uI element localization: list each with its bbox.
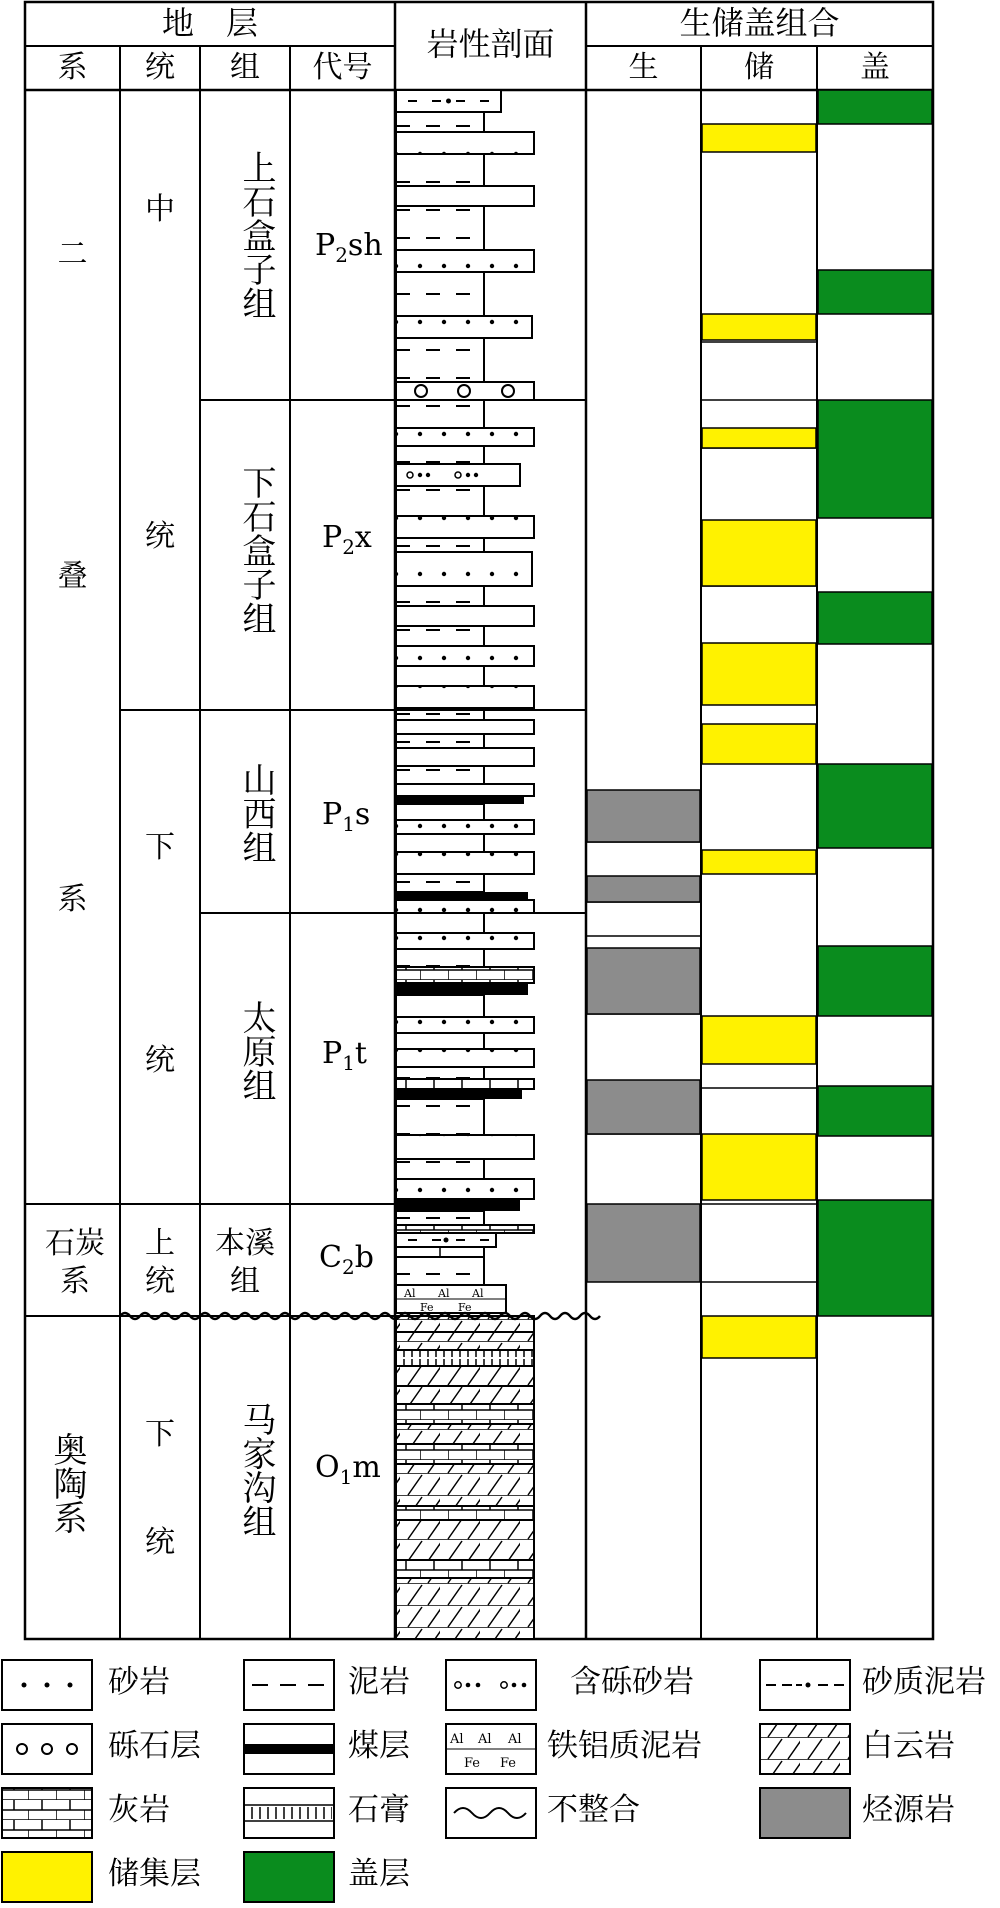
lithology-bed bbox=[396, 338, 484, 382]
lithology-bed bbox=[396, 784, 534, 796]
lithology-bed bbox=[396, 1089, 522, 1099]
al-symbol: Al bbox=[478, 1732, 492, 1747]
al-symbol: Al bbox=[508, 1732, 522, 1747]
lithology-bed bbox=[396, 686, 534, 708]
sand-grain bbox=[418, 473, 422, 477]
lithology-bed bbox=[396, 949, 484, 967]
legend-label-mudstone: 泥岩 bbox=[348, 1664, 410, 1700]
lithology-bed bbox=[396, 316, 532, 338]
lithology-bed bbox=[396, 1520, 534, 1560]
lithology-bed bbox=[396, 400, 484, 428]
legend-swatch-cap-rock bbox=[244, 1852, 334, 1902]
formation-shanxi: 山西组 bbox=[236, 762, 276, 864]
reservoir-interval bbox=[702, 724, 816, 764]
combination-columns bbox=[586, 90, 932, 1358]
cap-rock-interval bbox=[818, 1200, 932, 1316]
system-xi: 系 bbox=[57, 882, 88, 917]
lithology-bed bbox=[396, 272, 484, 316]
sand-grain bbox=[426, 473, 430, 477]
sandy-mud-dot bbox=[444, 1238, 449, 1243]
legend-label-gypsum: 石膏 bbox=[348, 1792, 410, 1828]
bed-pattern bbox=[397, 735, 483, 747]
lithology-bed bbox=[396, 796, 524, 804]
bed-pattern bbox=[397, 687, 533, 707]
bed-pattern bbox=[397, 1333, 533, 1349]
bed-pattern bbox=[397, 155, 483, 185]
lithology-bed bbox=[396, 606, 534, 626]
header-combo: 生储盖组合 bbox=[679, 4, 840, 42]
legend-label-fe-al-mudstone: 铁铝质泥岩 bbox=[547, 1728, 702, 1764]
reservoir-interval bbox=[702, 428, 816, 448]
lithology-bed bbox=[396, 1404, 534, 1424]
lithology-bed bbox=[396, 1179, 534, 1199]
series-middle: 中 bbox=[145, 192, 175, 227]
bed-pattern bbox=[397, 835, 483, 851]
bed-pattern bbox=[397, 875, 483, 891]
source-rock-interval bbox=[587, 1204, 700, 1282]
legend-swatch-reservoir bbox=[2, 1852, 92, 1902]
bed-pattern bbox=[397, 133, 533, 153]
lithology-bed bbox=[396, 874, 484, 892]
fe-symbol: Fe bbox=[464, 1756, 481, 1771]
header-col-source: 生 bbox=[628, 50, 659, 85]
lithology-bed bbox=[396, 1444, 534, 1464]
legend-label-dolomite: 白云岩 bbox=[862, 1728, 955, 1764]
lithology-bed bbox=[396, 1424, 534, 1444]
sandy-mud-dot bbox=[806, 1683, 811, 1688]
legend-label-source-rock: 烃源岩 bbox=[862, 1792, 955, 1828]
bed-pattern bbox=[397, 1579, 533, 1638]
lithology-bed bbox=[396, 486, 484, 516]
lithology-bed bbox=[396, 112, 484, 132]
sand-grain bbox=[474, 473, 478, 477]
legend-label-reservoir: 储集层 bbox=[108, 1856, 201, 1892]
cap-rock-interval bbox=[818, 400, 932, 518]
lithology-bed bbox=[396, 250, 534, 272]
lithology-bed bbox=[396, 1257, 484, 1285]
legend-label-gravel: 砾石层 bbox=[108, 1728, 201, 1764]
dolomite-fill bbox=[761, 1725, 849, 1773]
coal-bed bbox=[396, 983, 528, 995]
fe-symbol: Fe bbox=[500, 1756, 517, 1771]
legend-swatch-source-rock bbox=[760, 1788, 850, 1838]
reservoir-interval bbox=[702, 1016, 816, 1064]
lithology-bed bbox=[396, 1033, 484, 1049]
bed-pattern bbox=[397, 587, 483, 605]
lithology-bed bbox=[396, 1135, 534, 1159]
bed-pattern bbox=[397, 1180, 533, 1198]
header-col-series: 统 bbox=[145, 50, 175, 85]
lithology-bed bbox=[396, 90, 501, 112]
lithology-bed bbox=[396, 1366, 534, 1386]
bed-pattern bbox=[397, 749, 533, 765]
coal-bed bbox=[396, 1199, 520, 1211]
sandy-mud-dot bbox=[446, 99, 451, 104]
sand-dot bbox=[512, 1683, 517, 1688]
fe-symbol: Fe bbox=[420, 1301, 434, 1314]
reservoir-interval bbox=[702, 643, 816, 705]
bed-pattern bbox=[397, 1050, 533, 1066]
header-strata: 地 层 bbox=[161, 4, 258, 42]
bed-pattern bbox=[397, 821, 533, 833]
bed-pattern bbox=[397, 1405, 533, 1423]
header-section: 岩性剖面 bbox=[426, 25, 555, 63]
cap-rock-interval bbox=[818, 592, 932, 644]
bed-pattern bbox=[397, 1387, 533, 1403]
lithology-bed bbox=[396, 626, 484, 646]
legend-label-limestone: 灰岩 bbox=[108, 1792, 170, 1828]
formation-lower-shihezi: 下石盒子组 bbox=[236, 465, 276, 635]
coal-bed bbox=[396, 892, 528, 900]
reservoir-interval bbox=[702, 520, 816, 586]
lithology-bed bbox=[396, 1017, 534, 1033]
bed-pattern bbox=[397, 251, 533, 271]
bed-pattern bbox=[397, 711, 483, 719]
header-col-system: 系 bbox=[57, 50, 88, 85]
coal-bed bbox=[396, 796, 524, 804]
series-middle-tong: 统 bbox=[145, 519, 175, 554]
cap-rock-interval bbox=[818, 946, 932, 1016]
lithology-bed bbox=[396, 933, 534, 949]
bed-pattern bbox=[397, 1034, 483, 1048]
lithology-bed bbox=[396, 1225, 534, 1233]
reservoir-interval bbox=[702, 850, 816, 874]
code-c2b: $C_2b$ bbox=[319, 1240, 374, 1279]
bed-pattern bbox=[397, 517, 533, 537]
cap-rock-interval bbox=[818, 270, 932, 314]
reservoir-interval bbox=[702, 1316, 816, 1358]
lithology-bed bbox=[396, 820, 534, 834]
formation-upper-shihezi: 上石盒子组 bbox=[236, 150, 276, 320]
legend-label-unconformity: 不整合 bbox=[547, 1792, 640, 1828]
bed-pattern bbox=[397, 113, 483, 131]
bed-pattern bbox=[397, 853, 533, 873]
lithology-bed bbox=[396, 766, 484, 784]
legend-label-pebbly-sandstone: 含砾砂岩 bbox=[570, 1664, 694, 1700]
gypsum-fill bbox=[246, 1806, 332, 1820]
bed-pattern bbox=[397, 1507, 533, 1519]
al-symbol: Al bbox=[472, 1287, 484, 1300]
lithology-bed bbox=[396, 646, 534, 666]
lithology-bed bbox=[396, 748, 534, 766]
fe-symbol: Fe bbox=[458, 1301, 472, 1314]
bed-outline bbox=[396, 464, 520, 486]
reservoir-interval bbox=[702, 124, 816, 152]
lithology-bed bbox=[396, 913, 484, 933]
bed-pattern bbox=[397, 1212, 483, 1224]
bed-pattern bbox=[397, 553, 531, 585]
bed-pattern bbox=[397, 1136, 533, 1158]
bed-pattern bbox=[397, 1018, 533, 1032]
lithology-bed bbox=[396, 1233, 496, 1247]
lithology-bed bbox=[396, 1247, 484, 1257]
bed-pattern bbox=[397, 1351, 533, 1365]
bed-pattern bbox=[397, 1080, 533, 1088]
lithology-bed bbox=[396, 1079, 534, 1089]
cap-rock-interval bbox=[818, 1086, 932, 1136]
bed-pattern bbox=[397, 785, 533, 795]
bed-pattern bbox=[397, 447, 483, 463]
lithology-bed bbox=[396, 1099, 484, 1135]
coal-band bbox=[244, 1744, 334, 1754]
lithology-bed bbox=[396, 516, 534, 538]
bed-pattern bbox=[397, 901, 533, 912]
bed-pattern bbox=[397, 1465, 533, 1505]
bed-pattern bbox=[397, 805, 483, 819]
formation-taiyuan: 太原组 bbox=[236, 1000, 276, 1102]
header-col-cap: 盖 bbox=[860, 50, 890, 85]
lithology-bed bbox=[396, 852, 534, 874]
code-o1m: $O_1m$ bbox=[315, 1450, 381, 1489]
bed-pattern bbox=[397, 914, 483, 932]
lithology-bed bbox=[396, 967, 534, 983]
series-ord-lower: 下 bbox=[145, 1417, 175, 1452]
lithology-bed bbox=[396, 446, 484, 464]
lithology-bed bbox=[396, 1049, 534, 1067]
al-symbol: Al bbox=[404, 1287, 416, 1300]
reservoir-interval bbox=[702, 314, 816, 340]
system-ordovician: 奥陶系 bbox=[47, 1432, 87, 1534]
lithology-bed bbox=[396, 1464, 534, 1506]
bed-pattern bbox=[397, 207, 483, 249]
bed-pattern bbox=[397, 968, 533, 982]
series-lower: 下 bbox=[145, 830, 175, 865]
code-p1t: $P_1t$ bbox=[322, 1036, 367, 1075]
lithology-bed bbox=[396, 186, 534, 206]
al-symbol: Al bbox=[450, 1732, 464, 1747]
bed-pattern bbox=[397, 721, 533, 733]
system-carboniferous: 石炭系 bbox=[45, 1226, 105, 1299]
sand-dot bbox=[22, 1683, 27, 1688]
sand-dot bbox=[476, 1683, 481, 1688]
lithology-bed bbox=[396, 132, 534, 154]
source-rock-interval bbox=[587, 876, 700, 902]
coal-bed bbox=[396, 1089, 522, 1099]
lithology-bed bbox=[396, 892, 528, 900]
limestone-fill bbox=[3, 1789, 91, 1837]
lithology-bed bbox=[396, 206, 484, 250]
lithology-bed bbox=[396, 900, 534, 913]
lithology-column bbox=[396, 90, 534, 1639]
lithology-bed bbox=[396, 834, 484, 852]
sand-dot bbox=[466, 1683, 471, 1688]
bed-pattern bbox=[397, 934, 533, 948]
lithology-bed bbox=[396, 734, 484, 748]
lithology-bed bbox=[396, 428, 534, 446]
lithology-bed bbox=[396, 983, 528, 995]
lithology-bed bbox=[396, 720, 534, 734]
bed-pattern bbox=[397, 1445, 533, 1463]
lithology-bed bbox=[396, 1199, 520, 1211]
cap-rock-interval bbox=[818, 764, 932, 848]
code-p2sh: $P_2sh$ bbox=[315, 228, 383, 267]
bed-pattern bbox=[397, 1068, 483, 1078]
sand-grain bbox=[466, 473, 470, 477]
bed-pattern bbox=[397, 339, 483, 381]
lithology-bed bbox=[396, 710, 484, 720]
cap-rock-interval bbox=[818, 90, 932, 124]
bed-pattern bbox=[397, 607, 533, 625]
reservoir-interval bbox=[702, 1134, 816, 1200]
bed-pattern bbox=[397, 1160, 483, 1178]
legend-label-sandy-mudstone: 砂质泥岩 bbox=[862, 1664, 986, 1700]
header-col-formation: 组 bbox=[230, 50, 260, 85]
bed-pattern bbox=[397, 627, 483, 645]
bed-pattern bbox=[397, 429, 533, 445]
system-er: 二 bbox=[57, 237, 88, 272]
lithology-bed bbox=[396, 1211, 484, 1225]
source-rock-interval bbox=[587, 790, 700, 842]
lithology-bed bbox=[396, 1067, 484, 1079]
lithology-bed bbox=[396, 666, 484, 686]
lithology-bed bbox=[396, 1560, 534, 1578]
lithology-bed bbox=[396, 804, 484, 820]
lithology-bed bbox=[396, 1159, 484, 1179]
legend-label-sandstone: 砂岩 bbox=[108, 1664, 170, 1700]
bed-pattern bbox=[397, 667, 483, 685]
bed-pattern bbox=[397, 487, 483, 515]
lithology-bed bbox=[396, 1506, 534, 1520]
series-lower-tong: 统 bbox=[145, 1043, 175, 1078]
system-die: 叠 bbox=[57, 559, 88, 594]
lithology-bed bbox=[396, 1285, 506, 1314]
bed-pattern bbox=[397, 187, 533, 205]
bed-pattern bbox=[397, 1561, 533, 1577]
lithology-bed bbox=[396, 382, 534, 400]
source-rock-interval bbox=[587, 1080, 700, 1134]
lithology-bed bbox=[396, 1386, 534, 1404]
sand-dot bbox=[522, 1683, 527, 1688]
legend-label-coal: 煤层 bbox=[348, 1728, 410, 1764]
bed-pattern bbox=[397, 767, 483, 783]
bed-pattern bbox=[397, 539, 483, 551]
lithology-bed bbox=[396, 552, 532, 586]
series-ord-tong: 统 bbox=[145, 1525, 175, 1560]
series-upper: 上统 bbox=[145, 1226, 175, 1299]
bed-pattern bbox=[397, 996, 483, 1016]
code-p2x: $P_2x$ bbox=[322, 520, 372, 559]
lithology-bed bbox=[396, 1332, 534, 1350]
header-col-reservoir: 储 bbox=[744, 50, 774, 85]
formation-benxi: 本溪组 bbox=[215, 1226, 275, 1299]
al-symbol: Al bbox=[438, 1287, 450, 1300]
sand-dot bbox=[68, 1683, 73, 1688]
bed-pattern bbox=[397, 273, 483, 315]
source-rock-interval bbox=[587, 948, 700, 1014]
bed-pattern bbox=[397, 1367, 533, 1385]
lithology-bed bbox=[396, 586, 484, 606]
bed-pattern bbox=[397, 1226, 533, 1232]
bed-pattern bbox=[397, 950, 483, 966]
header-col-code: 代号 bbox=[312, 50, 373, 85]
lithology-bed bbox=[396, 1578, 534, 1639]
lithology-bed bbox=[396, 464, 520, 486]
bed-pattern bbox=[397, 401, 483, 427]
bed-pattern bbox=[397, 1258, 483, 1284]
lithology-bed bbox=[396, 1350, 534, 1366]
bed-pattern bbox=[397, 1425, 533, 1443]
formation-majiagou: 马家沟组 bbox=[236, 1402, 276, 1538]
code-p1s: $P_1s$ bbox=[322, 797, 371, 836]
sand-dot bbox=[45, 1683, 50, 1688]
lithology-bed bbox=[396, 995, 484, 1017]
lithology-bed bbox=[396, 538, 484, 552]
legend-swatch-gravel bbox=[2, 1724, 92, 1774]
bed-pattern bbox=[397, 1521, 533, 1559]
legend-label-cap-rock: 盖层 bbox=[348, 1856, 410, 1892]
lithology-bed bbox=[396, 154, 484, 186]
bed-pattern bbox=[397, 317, 531, 337]
bed-pattern bbox=[397, 1100, 483, 1134]
bed-pattern bbox=[397, 647, 533, 665]
